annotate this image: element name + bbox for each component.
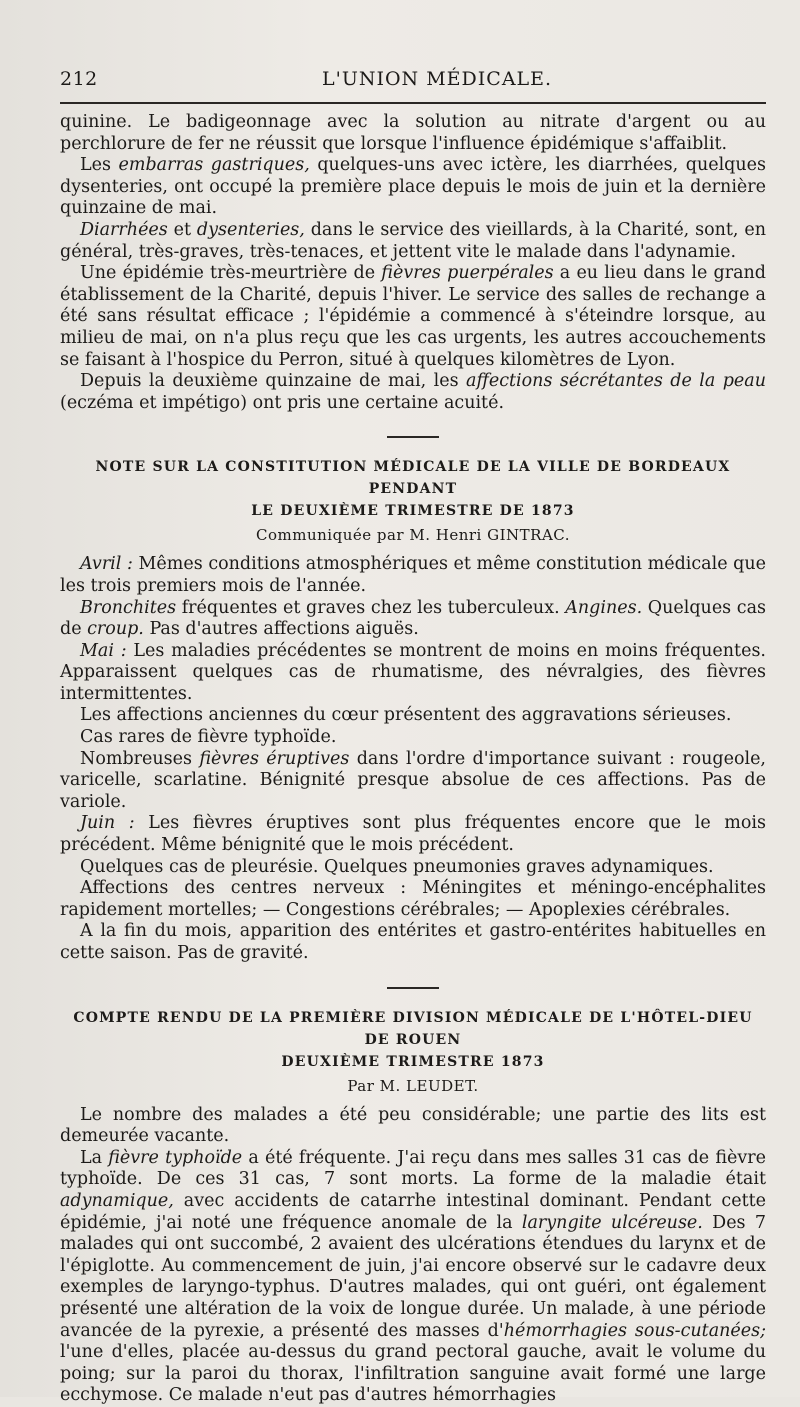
header-rule: [60, 102, 766, 104]
paragraph-embarras: Les embarras gastriques, quelques-uns avec ictère, les diarrhées, quelques dysenteries, ont occupé la première place depuis le mois de juin et la dernière quinzaine de mai.: [60, 155, 766, 219]
paragraph-juin: Juin : Les fièvres éruptives sont plus fréquentes encore que le mois précédent. Même bénignité que le mois précédent.: [60, 813, 766, 856]
byline-leudet: Par M. LEUDET.: [347, 1076, 479, 1095]
paragraph-diarrhees: Diarrhées et dysenteries, dans le service des vieillards, à la Charité, sont, en général, très-graves, très-tenaces, et jettent vite le malade dans l'adynamie.: [60, 219, 766, 262]
page-number: 212: [60, 68, 98, 90]
section-separator: [387, 436, 439, 438]
running-head: [60, 62, 766, 98]
paragraph-coeur: Les affections anciennes du cœur présentent des aggravations sérieuses.: [80, 705, 732, 726]
section-title-rouen: COMPTE RENDU DE LA PREMIÈRE DIVISION MÉDICALE DE L'HÔTEL-DIEU DE ROUEN DEUXIÈME TRIMESTRE 1873: [73, 1009, 753, 1070]
paragraph-affections-peau: Depuis la deuxième quinzaine de mai, les affections sécrétantes de la peau (eczéma et impétigo) ont pris une certaine acuité.: [60, 371, 766, 413]
paragraph-fievre-typhoide: La fièvre typhoïde a été fréquente. J'ai reçu dans mes salles 31 cas de fièvre typhoïde. De ces 31 cas, 7 sont morts. La forme de la maladie était adynamique, avec accidents de catarrhe intestinal dominant. Pendant cette épidémie, j'ai noté une fréquence anomale de la laryngite ulcéreuse. Des 7 malades qui ont succombé, 2 avaient des ulcérations étendues du larynx et de l'épiglotte. Au commencement de juin, j'ai encore observé sur le cadavre deux exemples de laryngo-typhus. D'autres malades, qui ont guéri, ont également présenté une altération de la voix de longue durée. Un malade, à une période avancée de la pyrexie, a présenté des masses d'hémorrhagies sous-cutanées; l'une d'elles, placée au-dessus du grand pectoral gauche, avait le volume du poing; sur la paroi du thorax, l'infiltration sanguine avait formé une large ecchymose. Ce malade n'eut pas d'autres hémorrhagies: [60, 1147, 766, 1406]
paragraph-eruptives: Nombreuses fièvres éruptives dans l'ordre d'importance suivant : rougeole, varicelle, scarlatine. Bénignité presque absolue de ces affections. Pas de variole.: [60, 748, 766, 812]
section-title-bordeaux: NOTE SUR LA CONSTITUTION MÉDICALE DE LA VILLE DE BORDEAUX PENDANT LE DEUXIÈME TRIMESTRE DE 1873: [95, 459, 731, 520]
paragraph-typhoide: Cas rares de fièvre typhoïde.: [80, 727, 337, 748]
journal-title: L'UNION MÉDICALE.: [322, 68, 553, 90]
paragraph-pleuresie: Quelques cas de pleurésie. Quelques pneumonies graves adynamiques.: [80, 856, 714, 877]
paragraph-nombre-malades: Le nombre des malades a été peu considérable; une partie des lits est demeurée vacante.: [60, 1104, 766, 1147]
paragraph-fin-mois: A la fin du mois, apparition des entérites et gastro-entérites habituelles en cette saison. Pas de gravité.: [60, 921, 766, 963]
paragraph-avril: Avril : Mêmes conditions atmosphériques et même constitution médicale que les trois premiers mois de l'année.: [60, 554, 766, 596]
paragraph-bronchites: Bronchites fréquentes et graves chez les tuberculeux. Angines. Quelques cas de croup. Pas d'autres affections aiguës.: [60, 597, 766, 640]
paragraph-mai: Mai : Les maladies précédentes se montrent de moins en moins fréquentes. Apparaissent quelques cas de rhumatisme, des névralgies, des fièvres intermittentes.: [60, 640, 766, 704]
paragraph-quinine: quinine. Le badigeonnage avec la solution au nitrate d'argent ou au perchlorure de fer ne réussit que lorsque l'influence épidémique s'affaiblit.: [60, 112, 766, 154]
paragraph-nerveux: Affections des centres nerveux : Méningites et méningo-encéphalites rapidement mortelles; — Congestions cérébrales; — Apoplexies cérébrales.: [60, 878, 766, 920]
paragraph-puerperales: Une épidémie très-meurtrière de fièvres puerpérales a eu lieu dans le grand établissement de la Charité, depuis l'hiver. Le service des salles de rechange a été sans résultat efficace ; l'épidémie a commencé à s'éteindre lorsque, au milieu de mai, on n'a plus reçu que les cas urgents, les autres accouchements se faisant à l'hospice du Perron, situé à quelques kilomètres de Lyon.: [60, 263, 766, 370]
section-separator: [387, 987, 439, 989]
byline-gintrac: Communiquée par M. Henri GINTRAC.: [256, 526, 570, 545]
